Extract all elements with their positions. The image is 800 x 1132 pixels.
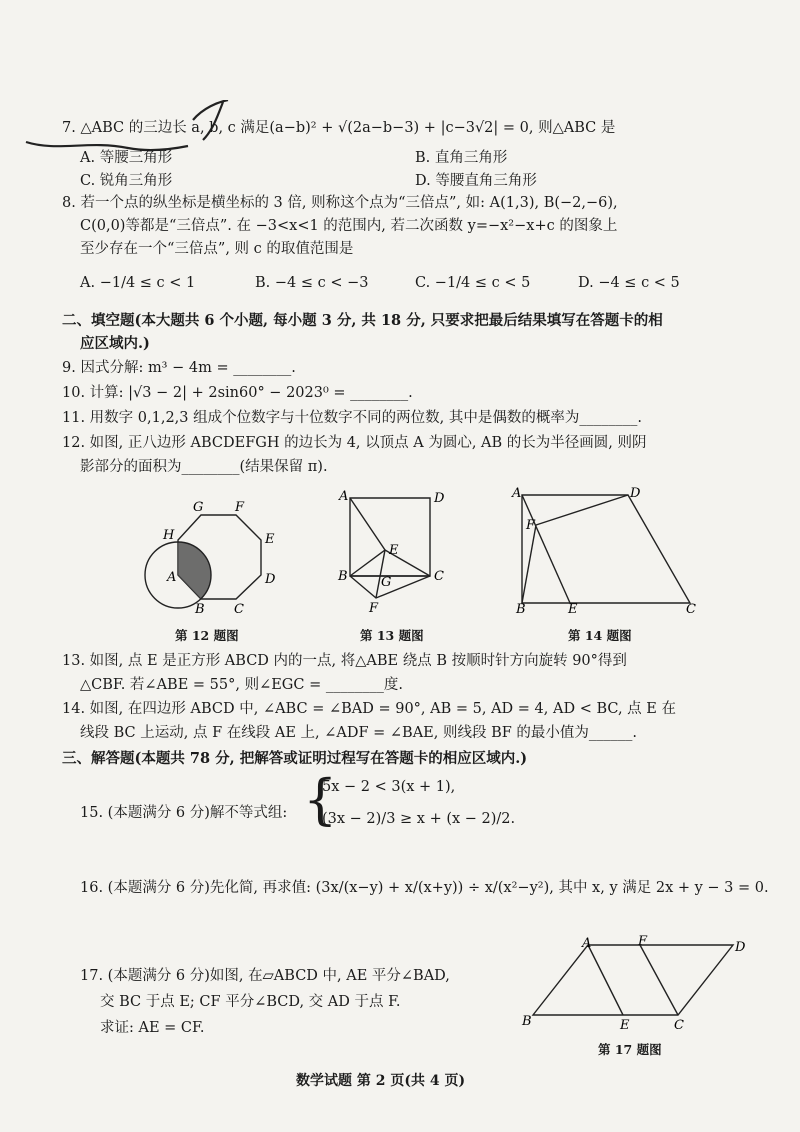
q17-line3: 求证: AE = CF. [100, 1020, 205, 1036]
q8-line1: 8. 若一个点的纵坐标是横坐标的 3 倍, 则称这个点为“三倍点”, 如: A(1,3), B(−2,−6), [62, 195, 618, 211]
fig12-label-f: F [235, 500, 245, 515]
fig13-label-g: G [381, 575, 392, 590]
fig17-label-c: C [674, 1018, 684, 1033]
q15-prefix: 15. (本题满分 6 分)解不等式组: [80, 805, 288, 821]
fig13-label-e: E [389, 543, 399, 558]
section3-heading: 三、解答题(本题共 78 分, 把解答或证明过程写在答题卡的相应区域内.) [62, 750, 528, 767]
q12-line1: 12. 如图, 正八边形 ABCDEFGH 的边长为 4, 以顶点 A 为圆心, AB 的长为半径画圆, 则阴 [62, 435, 647, 451]
q10: 10. 计算: |√3 − 2| + 2sin60° − 2023⁰ = ________. [62, 385, 413, 401]
q9: 9. 因式分解: m³ − 4m = ________. [62, 360, 296, 376]
q7-option-b: B. 直角三角形 [415, 150, 508, 166]
fig14-label-d: D [630, 486, 641, 501]
figure-13 [335, 488, 465, 618]
q7-stem: 7. △ABC 的三边长 a, b, c 满足(a−b)² + √(2a−b−3) + |c−3√2| = 0, 则△ABC 是 [62, 120, 616, 136]
fig13-label-c: C [434, 569, 444, 584]
q8-option-a: A. −1/4 ≤ c < 1 [80, 275, 196, 291]
fig13-label-a: A [339, 489, 349, 504]
q8-line2: C(0,0)等都是“三倍点”. 在 −3<x<1 的范围内, 若二次函数 y=−x²−x+c 的图象上 [80, 218, 618, 234]
fig12-label-h: H [163, 528, 175, 543]
fig12-label-c: C [234, 602, 244, 617]
fig14-label-b: B [516, 602, 526, 615]
q11: 11. 用数字 0,1,2,3 组成个位数字与十位数字不同的两位数, 其中是偶数的概率为________. [62, 410, 642, 426]
fig13-label-f: F [369, 601, 379, 616]
q17-line1: 17. (本题满分 6 分)如图, 在▱ABCD 中, AE 平分∠BAD, [80, 968, 450, 984]
fig12-label-e: E [265, 532, 275, 547]
q8-option-c: C. −1/4 ≤ c < 5 [415, 275, 531, 291]
section2-heading-cont: 应区域内.) [80, 335, 150, 352]
q13-line1: 13. 如图, 点 E 是正方形 ABCD 内的一点, 将△ABE 绕点 B 按顺时针方向旋转 90°得到 [62, 653, 627, 669]
q13-line2: △CBF. 若∠ABE = 55°, 则∠EGC = ________度. [80, 677, 403, 693]
caption-fig13: 第 13 题图 [360, 628, 424, 643]
fig14-label-c: C [686, 602, 696, 615]
page-footer: 数学试题 第 2 页(共 4 页) [296, 1073, 466, 1089]
section2-heading: 二、填空题(本大题共 6 个小题, 每小题 3 分, 共 18 分, 只要求把最后结果填写在答题卡的相 [62, 312, 663, 329]
q12-line2: 影部分的面积为________(结果保留 π). [80, 459, 328, 475]
fig14-label-a: A [512, 486, 522, 501]
fig12-label-g: G [193, 500, 204, 515]
fig12-label-d: D [265, 572, 276, 587]
caption-fig14: 第 14 题图 [568, 628, 632, 643]
fig12-label-a: A [167, 570, 177, 585]
q15-inequality-2: (3x − 2)/3 ≥ x + (x − 2)/2. [322, 811, 516, 827]
fig12-label-b: B [195, 602, 205, 617]
fig13-label-d: D [434, 491, 445, 506]
q7-option-c: C. 锐角三角形 [80, 173, 173, 189]
fig13-label-b: B [338, 569, 348, 584]
figure-17 [518, 935, 778, 1035]
fig17-label-a: A [582, 936, 592, 951]
q8-line3: 至少存在一个“三倍点”, 则 c 的取值范围是 [80, 241, 354, 257]
fig17-label-f: F [638, 935, 648, 949]
fig17-label-e: E [620, 1018, 630, 1033]
q14-line1: 14. 如图, 在四边形 ABCD 中, ∠ABC = ∠BAD = 90°, AB = 5, AD = 4, AD < BC, 点 E 在 [62, 701, 676, 717]
q15-inequality-1: 5x − 2 < 3(x + 1), [322, 779, 456, 795]
q16: 16. (本题满分 6 分)先化简, 再求值: (3x/(x−y) + x/(x+y)) ÷ x/(x²−y²), 其中 x, y 满足 2x + y − 3 = 0. [80, 880, 769, 896]
q7-option-a: A. 等腰三角形 [80, 150, 173, 166]
fig17-label-d: D [735, 940, 746, 955]
figure-12 [125, 495, 285, 625]
fig17-label-b: B [522, 1014, 532, 1029]
caption-fig12: 第 12 题图 [175, 628, 239, 643]
q8-option-d: D. −4 ≤ c < 5 [578, 275, 680, 291]
q8-option-b: B. −4 ≤ c < −3 [255, 275, 369, 291]
q14-line2: 线段 BC 上运动, 点 F 在线段 AE 上, ∠ADF = ∠BAE, 则线段 BF 的最小值为______. [80, 725, 638, 741]
q7-option-d: D. 等腰直角三角形 [415, 173, 537, 189]
figure-14 [510, 485, 705, 615]
caption-fig17: 第 17 题图 [598, 1042, 662, 1057]
q17-line2: 交 BC 于点 E; CF 平分∠BCD, 交 AD 于点 F. [100, 994, 401, 1010]
fig14-label-f: F [526, 518, 536, 533]
q15-brace: { [303, 768, 338, 831]
fig14-label-e: E [568, 602, 578, 615]
